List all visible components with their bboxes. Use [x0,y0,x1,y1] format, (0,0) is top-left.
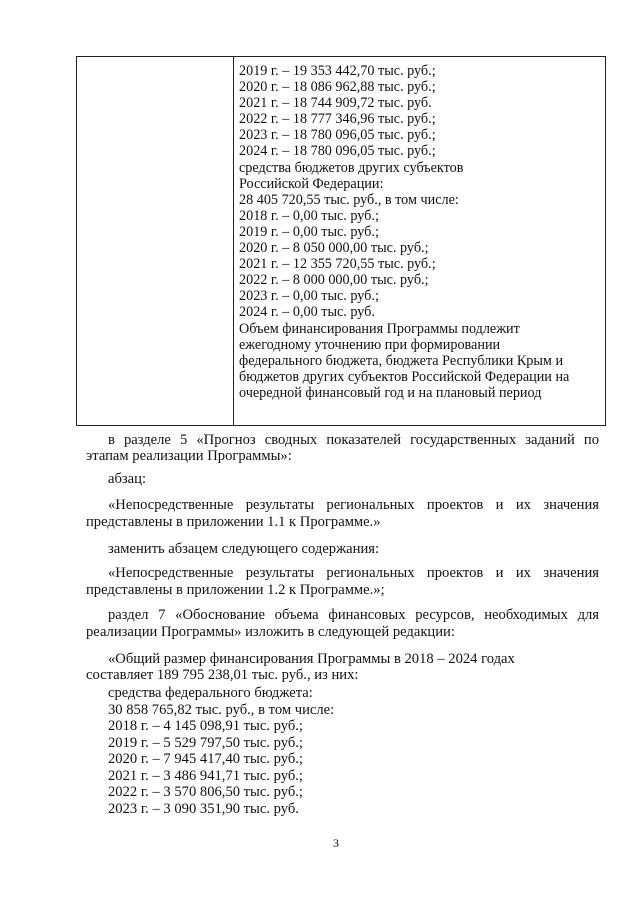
table-line: 2023 г. – 0,00 тыс. руб.; [239,288,379,305]
table-line: 2019 г. – 19 353 442,70 тыс. руб.; [239,63,436,79]
section7-paragraph-line1: раздел 7 «Обоснование объема финансовых ресурсов, необходимых для [108,607,599,623]
list-item: 2021 г. – 3 486 941,71 тыс. руб.; [108,767,303,784]
table-line: 2022 г. – 18 777 346,96 тыс. руб.; [239,111,436,128]
section5-paragraph-line1: в разделе 5 «Прогноз сводных показателей государственных заданий по [108,432,599,448]
table-line: бюджетов других субъектов Российской Федерации на [239,368,570,385]
list-item: 2022 г. – 3 570 806,50 тыс. руб.; [108,784,303,800]
table-line: Российской Федерации: [239,175,384,192]
table-line: средства бюджетов других субъектов [239,159,464,176]
table-line: федерального бюджета, бюджета Республики Крым и [239,352,564,369]
table-line: 2024 г. – 18 780 096,05 тыс. руб.; [239,143,436,160]
table-line: 2021 г. – 18 744 909,72 тыс. руб. [239,95,432,112]
table-line: 2023 г. – 18 780 096,05 тыс. руб.; [239,127,436,144]
new-text-line2: представлены в приложении 1.2 к Программе.»; [86,582,385,598]
federal-funding-list [108,685,334,817]
list-item: 2023 г. – 3 090 351,90 тыс. руб. [108,800,299,817]
table-line: ежегодному уточнению при формировании [239,336,501,353]
table-line: 2022 г. – 8 000 000,00 тыс. руб.; [239,272,429,289]
list-item: 2019 г. – 5 529 797,50 тыс. руб.; [108,734,303,751]
table-line: 28 405 720,55 тыс. руб., в том числе: [239,191,459,208]
replace-instruction: заменить абзацем следующего содержания: [108,541,380,557]
table-line: 2019 г. – 0,00 тыс. руб.; [239,223,379,240]
list-item: 2018 г. – 4 145 098,91 тыс. руб.; [108,718,303,734]
table-line: 2020 г. – 18 086 962,88 тыс. руб.; [239,79,436,96]
page-number: 3 [333,836,339,850]
list-item: 30 858 765,82 тыс. руб., в том числе: [108,701,335,718]
table-column-divider [233,57,234,425]
new-text-line1: «Непосредственные результаты региональных проектов и их значения [108,565,599,581]
old-text-line1: «Непосредственные результаты региональных проектов и их значения [108,497,599,513]
old-text-line2: представлены в приложении 1.1 к Программе.» [86,514,381,530]
funding-table [76,56,606,426]
table-funding-cell [239,63,601,401]
section7-paragraph-line2: реализации Программы» изложить в следующей редакции: [86,624,455,640]
table-line: 2024 г. – 0,00 тыс. руб. [239,304,375,321]
list-item: 2020 г. – 7 945 417,40 тыс. руб.; [108,751,303,767]
paragraph-label: абзац: [108,471,147,487]
total-funding-line1: «Общий размер финансирования Программы в 2018 – 2024 годах [108,651,515,667]
table-line: Объем финансирования Программы подлежит [239,320,520,337]
total-funding-line2: составляет 189 795 238,01 тыс. руб., из них: [86,667,359,683]
table-line: очередной финансовый год и на плановый период [239,384,542,401]
table-line: 2021 г. – 12 355 720,55 тыс. руб.; [239,256,436,273]
table-line: 2020 г. – 8 050 000,00 тыс. руб.; [239,240,429,257]
section5-paragraph-line2: этапам реализации Программы»: [86,448,292,464]
table-line: 2018 г. – 0,00 тыс. руб.; [239,207,379,224]
list-item: средства федерального бюджета: [108,685,313,701]
